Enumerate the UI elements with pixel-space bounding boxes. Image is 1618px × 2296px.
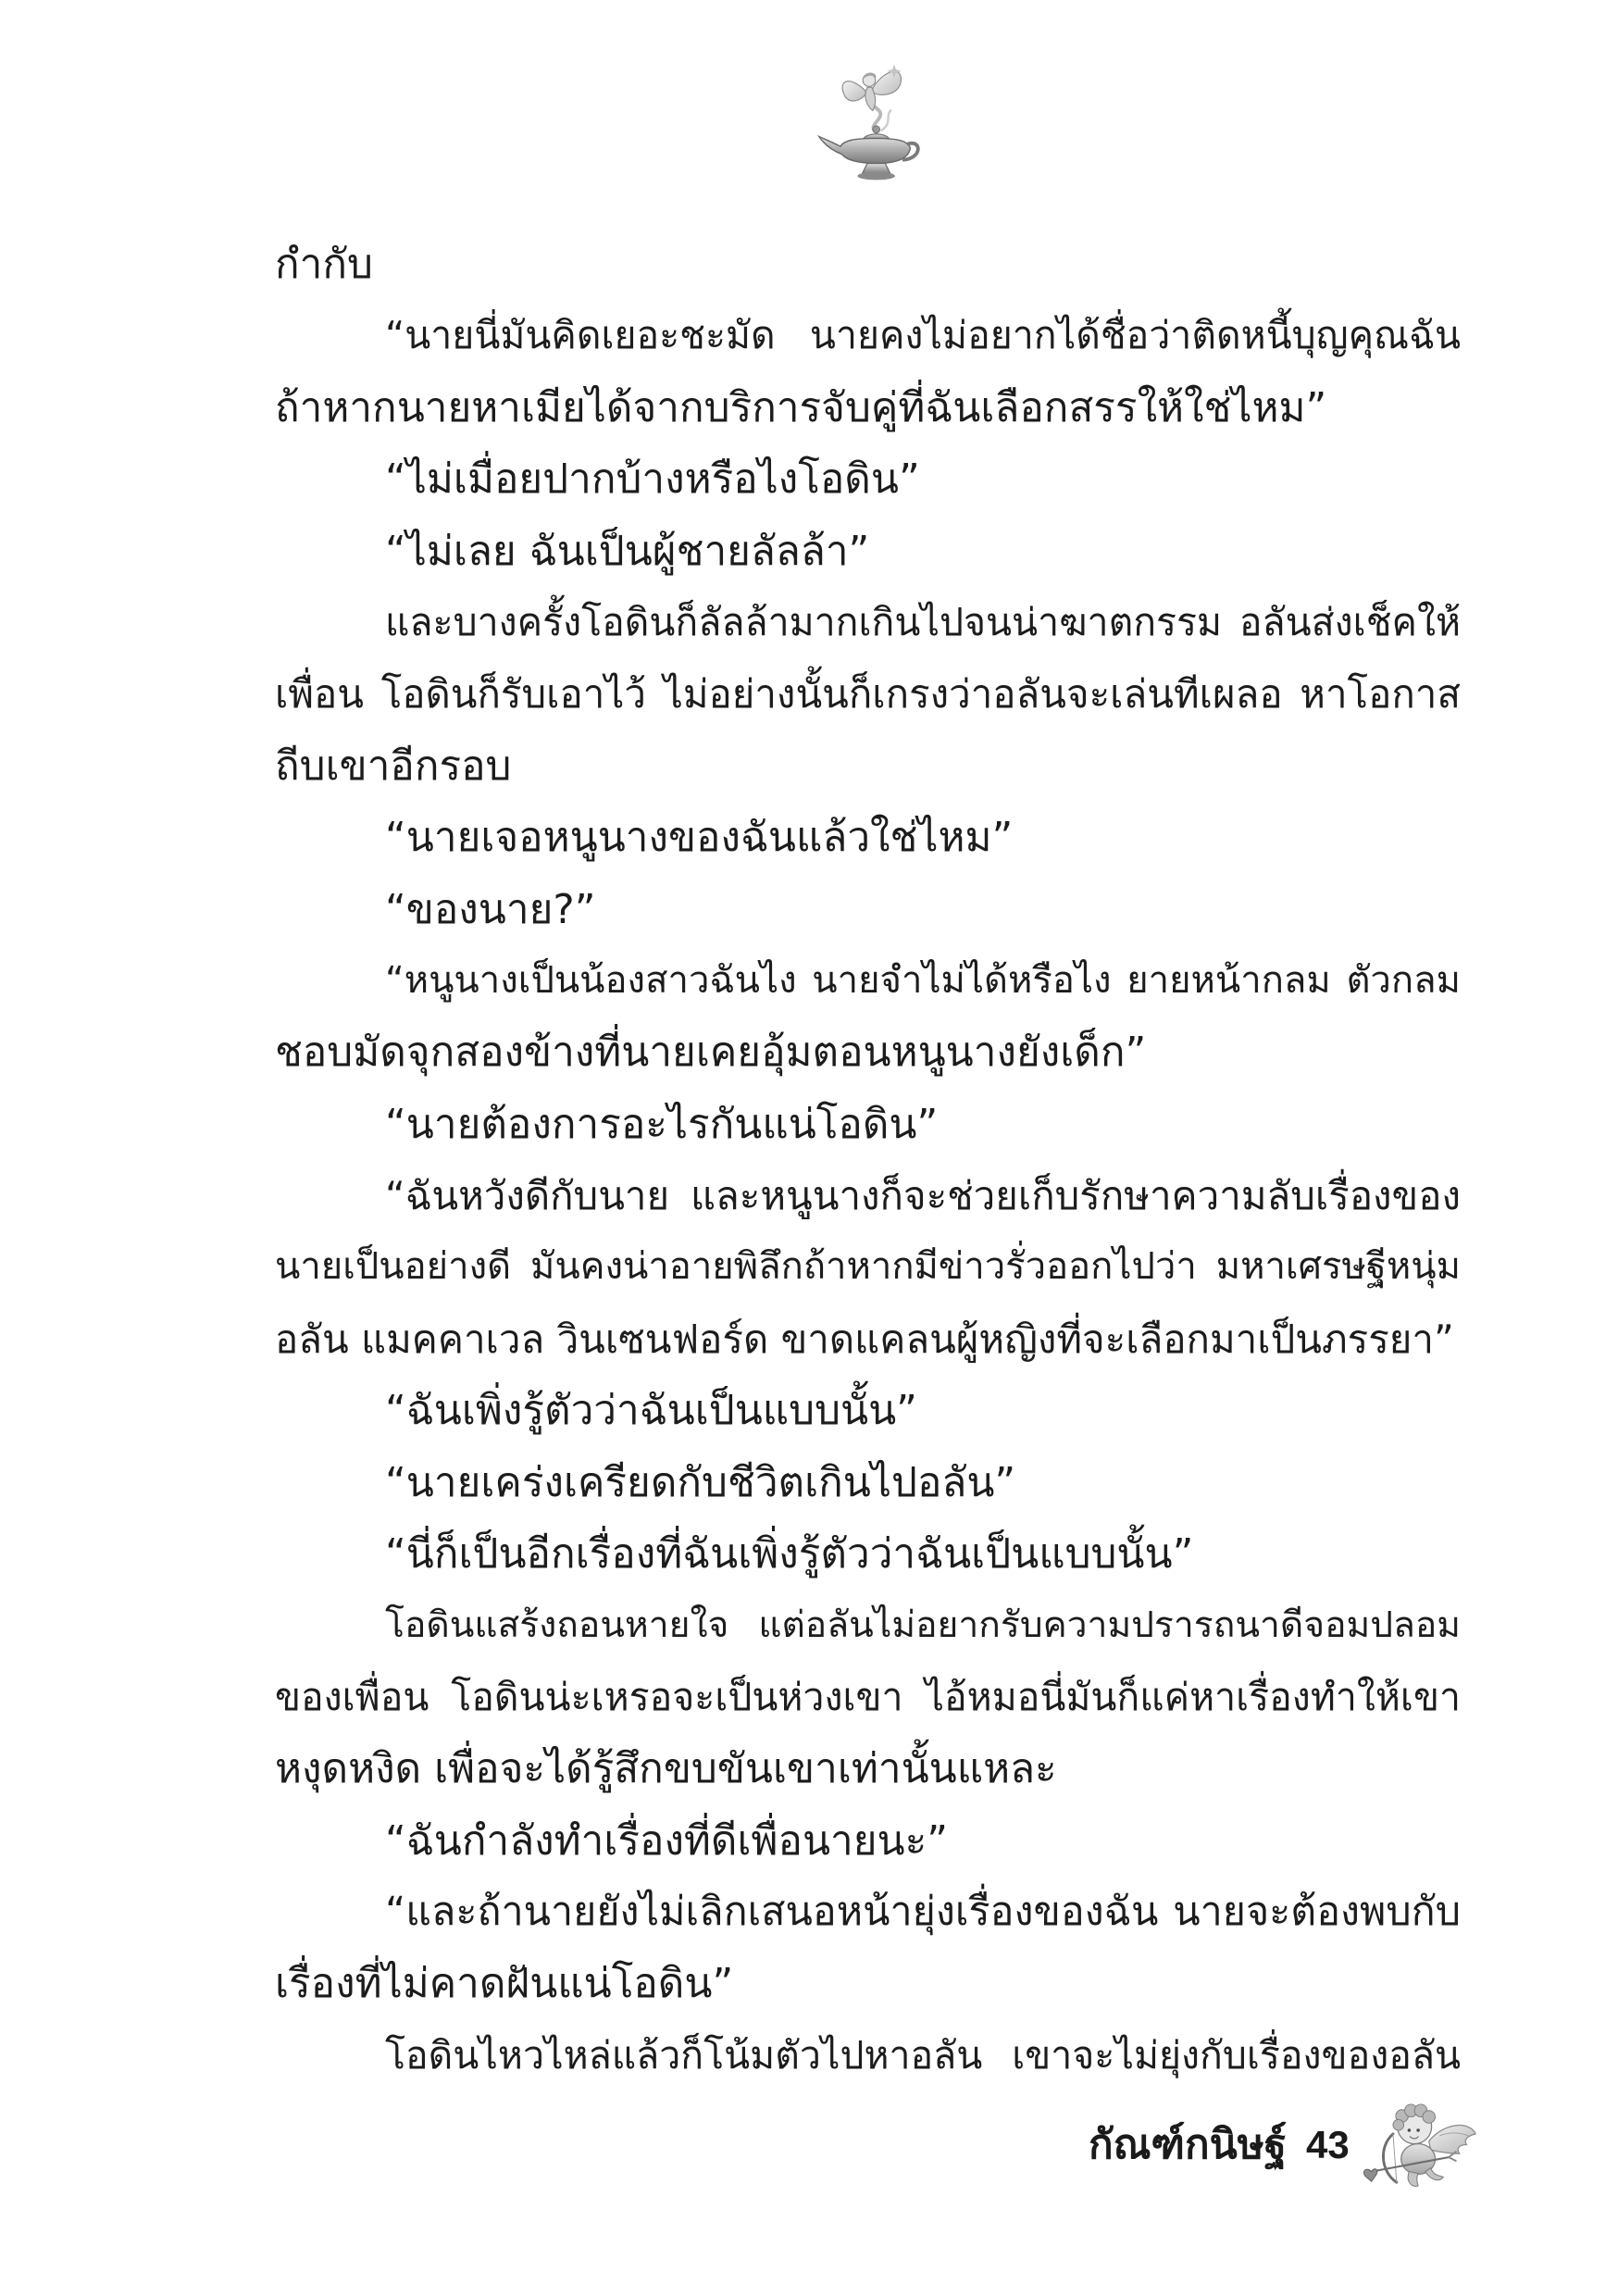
text-line: “นี่ก็เป็นอีกเรื่องที่ฉันเพิ่งรู้ตัวว่าฉันเป็นแบบนั้น” [385, 1530, 1194, 1578]
text-line: เพื่อน โอดินก็รับเอาไว้ ไม่อย่างนั้นก็เกรงว่าอลันจะเล่นทีเผลอ หาโอกาส [275, 671, 1461, 718]
text-line: “นายเคร่งเครียดกับชีวิตเกินไปอลัน” [385, 1458, 1016, 1506]
text-line: “ฉันกำลังทำเรื่องที่ดีเพื่อนายนะ” [385, 1816, 949, 1865]
page-number: 43 [1306, 2123, 1350, 2166]
text-line: ชอบมัดจุกสองข้างที่นายเคยอุ้มตอนหนูนางยังเด็ก” [275, 1029, 1147, 1077]
text-line: “นายนี่มันคิดเยอะชะมัด นายคงไม่อยากได้ชื่อว่าติดหนี้บุญคุณฉัน [385, 313, 1461, 358]
text-line: “และถ้านายยังไม่เลิกเสนอหน้ายุ่งเรื่องของฉัน นายจะต้องพบกับ [385, 1888, 1461, 1935]
text-line: โอดินแสร้งถอนหายใจ แต่อลันไม่อยากรับความปรารถนาดีจอมปลอม [385, 1604, 1461, 1647]
text-line: “ไม่เมื่อยปากบ้างหรือไงโอดิน” [385, 455, 920, 504]
text-line: ถ้าหากนายหาเมียได้จากบริการจับคู่ที่ฉันเลือกสรรให้ใช่ไหม” [275, 383, 1327, 431]
cupid-illustration [1363, 2094, 1479, 2198]
text-line: “ไม่เลย ฉันเป็นผู้ชายลัลล้า” [385, 527, 870, 575]
book-title: กัณฑ์กนิษฐ์ [1089, 2121, 1287, 2168]
text-line: “ฉันหวังดีกับนาย และหนูนางก็จะช่วยเก็บรักษาความลับเรื่องของ [385, 1173, 1461, 1219]
cupid-wings [1429, 2126, 1475, 2154]
fairy-figure [842, 64, 902, 110]
fairy-left-wing [842, 81, 865, 101]
text-line: กำกับ [275, 241, 373, 288]
text-line: เรื่องที่ไม่คาดฝันแน่โอดิน” [275, 1960, 734, 2008]
text-line: “ของนาย?” [385, 885, 596, 933]
text-line: นายเป็นอย่างดี มันคงน่าอายพิลึกถ้าหากมีข่าวรั่วออกไปว่า มหาเศรษฐีหนุ่ม [275, 1245, 1461, 1289]
text-line: โอดินไหวไหล่แล้วก็โน้มตัวไปหาอลัน เขาจะไม่ยุ่งกับเรื่องของอลัน [385, 2032, 1461, 2078]
text-line: ถีบเขาอีกรอบ [275, 742, 512, 790]
heart-arrowhead-icon [1363, 2169, 1376, 2182]
cupid-head [1393, 2104, 1436, 2144]
text-line: “ฉันเพิ่งรู้ตัวว่าฉันเป็นแบบนั้น” [385, 1387, 917, 1435]
text-line: “นายต้องการอะไรกันแน่โอดิน” [385, 1100, 939, 1148]
text-line: “หนูนางเป็นน้องสาวฉันไง นายจำไม่ได้หรือไง ยายหน้ากลม ตัวกลม [385, 958, 1461, 1002]
body-text [275, 229, 1461, 2091]
magic-lamp-fairy-illustration [814, 57, 921, 189]
text-line: และบางครั้งโอดินก็ลัลล้ามากเกินไปจนน่าฆาตกรรม อลันส่งเช็คให้ [385, 599, 1461, 644]
text-line: ของเพื่อน โอดินน่ะเหรอจะเป็นห่วงเขา ไอ้หมอนี่มันก็แค่หาเรื่องทำให้เขา [275, 1674, 1461, 1719]
text-line: อลัน แมคคาเวล วินเซนฟอร์ด ขาดแคลนผู้หญิงที่จะเลือกมาเป็นภรรยา” [275, 1316, 1454, 1362]
oil-lamp [819, 126, 918, 180]
text-line: “นายเจอหนูนางของฉันแล้วใช่ไหม” [385, 814, 1014, 862]
fairy-right-wing [873, 71, 902, 94]
text-line: หงุดหงิด เพื่อจะได้รู้สึกขบขันเขาเท่านั้นแหละ [275, 1745, 1057, 1793]
